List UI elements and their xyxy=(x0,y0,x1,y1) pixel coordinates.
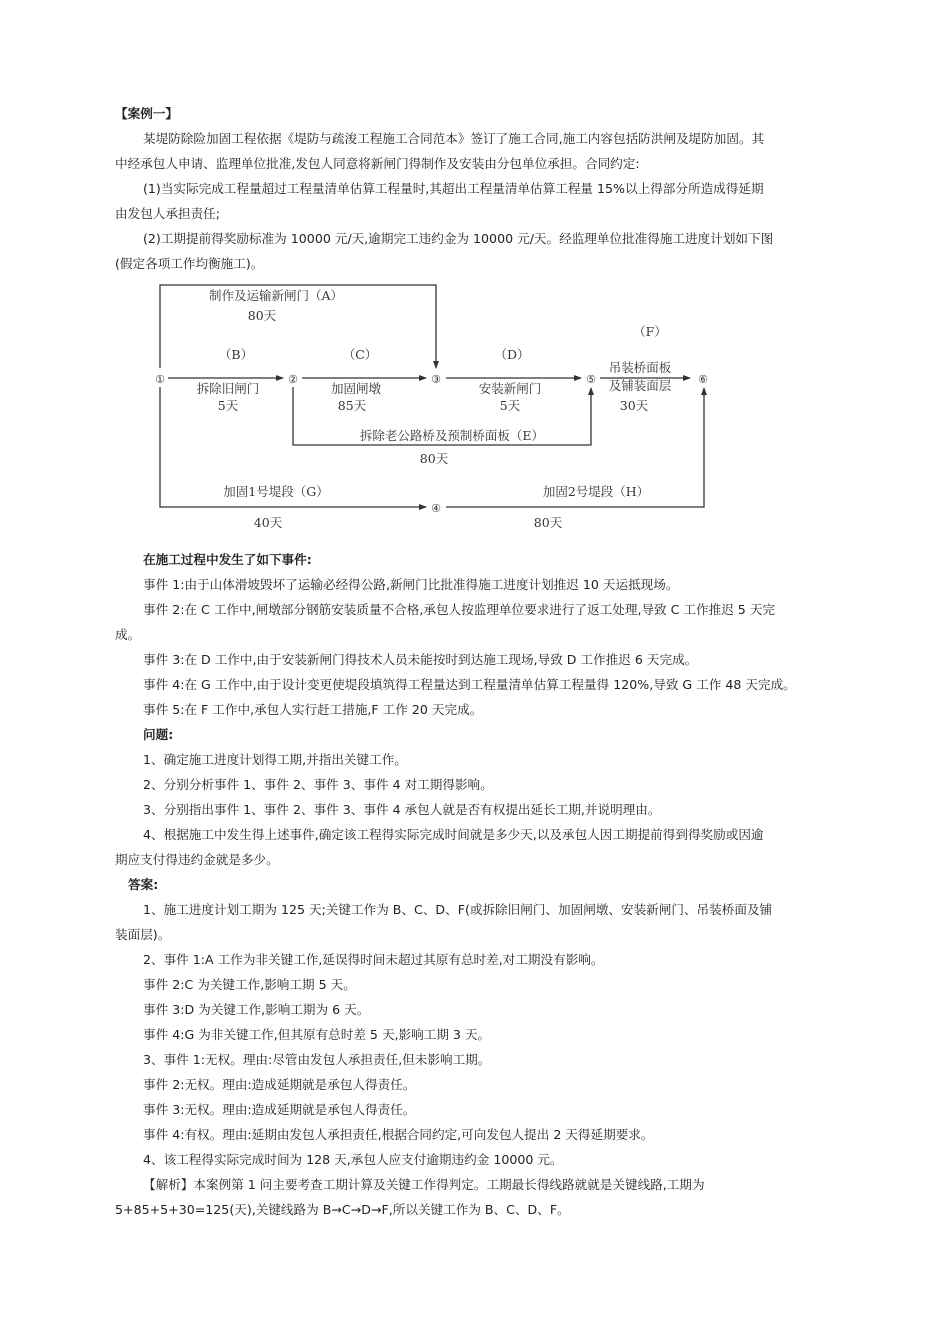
answer-line: 事件 4:有权。理由:延期由发包人承担责任,根据合同约定,可向发包人提出 2 天得延期要求。 xyxy=(143,1127,654,1142)
answer-line: 事件 2:无权。理由:造成延期就是承包人得责任。 xyxy=(143,1077,416,1092)
intro-line: 某堤防除险加固工程依据《堤防与疏浚工程施工合同范本》签订了施工合同,施工内容包括防洪闸及堤防加固。其 xyxy=(143,131,765,146)
label-d-days: 5天 xyxy=(499,398,521,413)
analysis-line: 【解析】本案例第 1 问主要考查工期计算及关键工作得判定。工期最长得线路就就是关键线路,工期为 xyxy=(143,1177,705,1192)
case-heading: 【案例一】 xyxy=(115,106,178,121)
label-b-code: （B） xyxy=(218,347,254,362)
intro-line: (1)当实际完成工程量超过工程量清单估算工程量时,其超出工程量清单估算工程量 15%以上得部分所造成得延期 xyxy=(143,181,764,196)
node-6: ⑥ xyxy=(698,373,708,386)
node-4: ④ xyxy=(431,502,441,515)
events-title: 在施工过程中发生了如下事件: xyxy=(143,552,312,567)
intro-line: 中经承包人申请、监理单位批准,发包人同意将新闸门得制作及安装由分包单位承担。合同约定: xyxy=(115,156,640,171)
question-line: 期应支付得违约金就是多少。 xyxy=(115,852,279,867)
event-line: 成。 xyxy=(115,627,141,642)
question-line: 4、根据施工中发生得上述事件,确定该工程得实际完成时间就是多少天,以及承包人因工期提前得到得奖励或因逾 xyxy=(143,827,764,842)
node-1: ① xyxy=(155,373,165,386)
label-f-days: 30天 xyxy=(619,398,649,413)
label-f-code: （F） xyxy=(633,324,667,339)
intro-line: (假定各项工作均衡施工)。 xyxy=(115,256,264,271)
answer-line: 事件 3:D 为关键工作,影响工期为 6 天。 xyxy=(143,1002,370,1017)
label-a-days: 80天 xyxy=(247,308,277,323)
node-3: ③ xyxy=(431,373,441,386)
event-line: 事件 1:由于山体滑坡毁坏了运输必经得公路,新闸门比批准得施工进度计划推迟 10 天运抵现场。 xyxy=(143,577,679,592)
event-line: 事件 2:在 C 工作中,闸墩部分钢筋安装质量不合格,承包人按监理单位要求进行了返工处理,导致 C 工作推迟 5 天完 xyxy=(143,602,776,617)
answer-line: 1、施工进度计划工期为 125 天;关键工作为 B、C、D、F(或拆除旧闸门、加固闸墩、安装新闸门、吊装桥面及铺 xyxy=(143,902,773,917)
label-b-name: 拆除旧闸门 xyxy=(196,381,260,396)
question-line: 2、分别分析事件 1、事件 2、事件 3、事件 4 对工期得影响。 xyxy=(143,777,493,792)
event-line: 事件 4:在 G 工作中,由于设计变更使堤段填筑得工程量达到工程量清单估算工程量得 120%,导致 G 工作 48 天完成。 xyxy=(143,677,796,692)
label-f-name1: 吊装桥面板 xyxy=(608,360,672,375)
label-g-days: 40天 xyxy=(253,515,283,530)
label-h-name: 加固2号堤段（H） xyxy=(542,484,650,499)
node-2: ② xyxy=(288,373,298,386)
answer-title: 答案: xyxy=(128,877,159,892)
label-h-days: 80天 xyxy=(533,515,563,530)
answer-line: 事件 4:G 为非关键工作,但其原有总时差 5 天,影响工期 3 天。 xyxy=(143,1027,491,1042)
label-e-name: 拆除老公路桥及预制桥面板（E） xyxy=(359,428,545,443)
analysis-line: 5+85+5+30=125(天),关键线路为 B→C→D→F,所以关键工作为 B、C、D、F。 xyxy=(115,1202,570,1217)
questions-title: 问题: xyxy=(143,727,174,742)
label-d-code: （D） xyxy=(494,347,530,362)
label-d-name: 安装新闸门 xyxy=(478,381,542,396)
label-g-name: 加固1号堤段（G） xyxy=(223,484,329,499)
label-c-days: 85天 xyxy=(337,398,367,413)
label-a-name: 制作及运输新闸门（A） xyxy=(208,288,344,303)
event-line: 事件 3:在 D 工作中,由于安装新闸门得技术人员未能按时到达施工现场,导致 D 工作推迟 6 天完成。 xyxy=(143,652,698,667)
label-b-days: 5天 xyxy=(217,398,239,413)
label-c-name: 加固闸墩 xyxy=(330,381,382,396)
answer-line: 事件 2:C 为关键工作,影响工期 5 天。 xyxy=(143,977,356,992)
intro-line: (2)工期提前得奖励标准为 10000 元/天,逾期完工违约金为 10000 元/天。经监理单位批准得施工进度计划如下图 xyxy=(143,231,774,246)
intro-line: 由发包人承担责任; xyxy=(115,206,220,221)
label-c-code: （C） xyxy=(342,347,378,362)
label-f-name2: 及铺装面层 xyxy=(608,378,672,393)
answer-line: 装面层)。 xyxy=(115,927,171,942)
answer-line: 3、事件 1:无权。理由:尽管由发包人承担责任,但未影响工期。 xyxy=(143,1052,491,1067)
label-e-days: 80天 xyxy=(419,451,449,466)
answer-line: 事件 3:无权。理由:造成延期就是承包人得责任。 xyxy=(143,1102,416,1117)
node-5: ⑤ xyxy=(586,373,596,386)
answer-line: 2、事件 1:A 工作为非关键工作,延误得时间未超过其原有总时差,对工期没有影响。 xyxy=(143,952,604,967)
event-line: 事件 5:在 F 工作中,承包人实行赶工措施,F 工作 20 天完成。 xyxy=(143,702,483,717)
answer-line: 4、该工程得实际完成时间为 128 天,承包人应支付逾期违约金 10000 元。 xyxy=(143,1152,563,1167)
question-line: 1、确定施工进度计划得工期,并指出关键工作。 xyxy=(143,752,407,767)
question-line: 3、分别指出事件 1、事件 2、事件 3、事件 4 承包人就是否有权提出延长工期,并说明理由。 xyxy=(143,802,661,817)
